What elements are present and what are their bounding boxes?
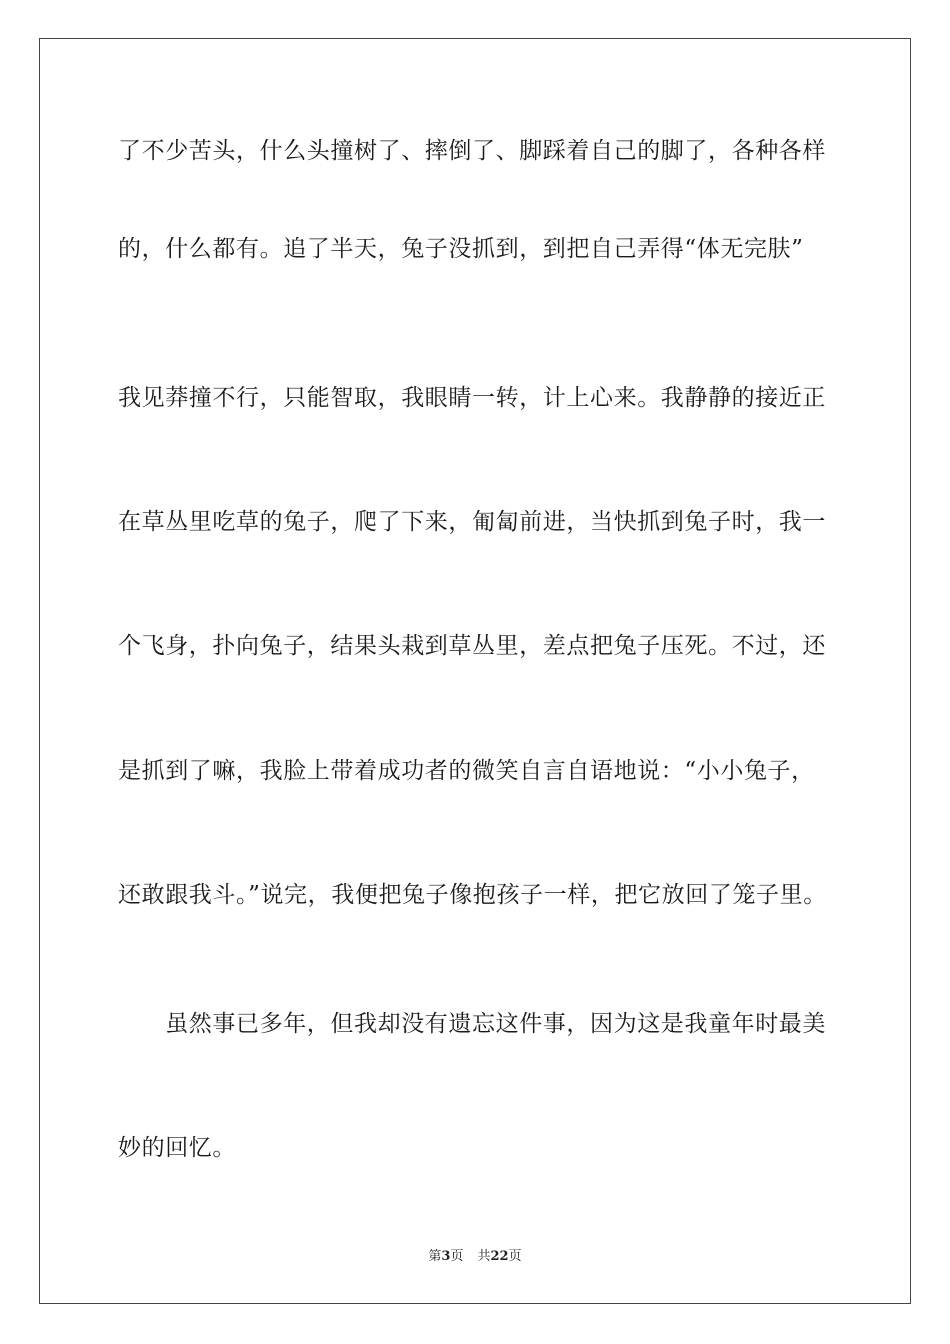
page-prefix: 第 [428, 1249, 442, 1264]
text-line-7: 还敢跟我斗。”说完，我便把兔子像抱孩子一样，把它放回了笼子里。 [118, 882, 827, 908]
page-suffix: 页 [450, 1249, 464, 1264]
text-line-9: 妙的回忆。 [118, 1135, 236, 1161]
text-line-5: 个飞身，扑向兔子，结果头栽到草丛里，差点把兔子压死。不过，还 [118, 633, 826, 659]
text-line-2: 的，什么都有。追了半天，兔子没抓到，到把自己弄得“体无完肤” [118, 236, 804, 262]
text-line-4: 在草丛里吃草的兔子，爬了下来，匍匐前进，当快抓到兔子时，我一 [118, 509, 826, 535]
total-prefix: 共 [477, 1249, 491, 1264]
total-suffix: 页 [508, 1249, 522, 1264]
page-footer [0, 1249, 950, 1265]
text-line-1: 了不少苦头，什么头撞树了、摔倒了、脚踩着自己的脚了，各种各样 [118, 138, 826, 164]
text-line-3: 我见莽撞不行，只能智取，我眼睛一转，计上心来。我静静的接近正 [118, 385, 826, 411]
page-border [39, 38, 911, 1304]
total-pages: 22 [490, 1249, 509, 1264]
text-line-8: 虽然事已多年，但我却没有遗忘这件事，因为这是我童年时最美 [118, 1011, 826, 1037]
page-number: 3 [441, 1249, 451, 1264]
text-line-6: 是抓到了嘛，我脸上带着成功者的微笑自言自语地说：“小小兔子， [118, 758, 815, 784]
